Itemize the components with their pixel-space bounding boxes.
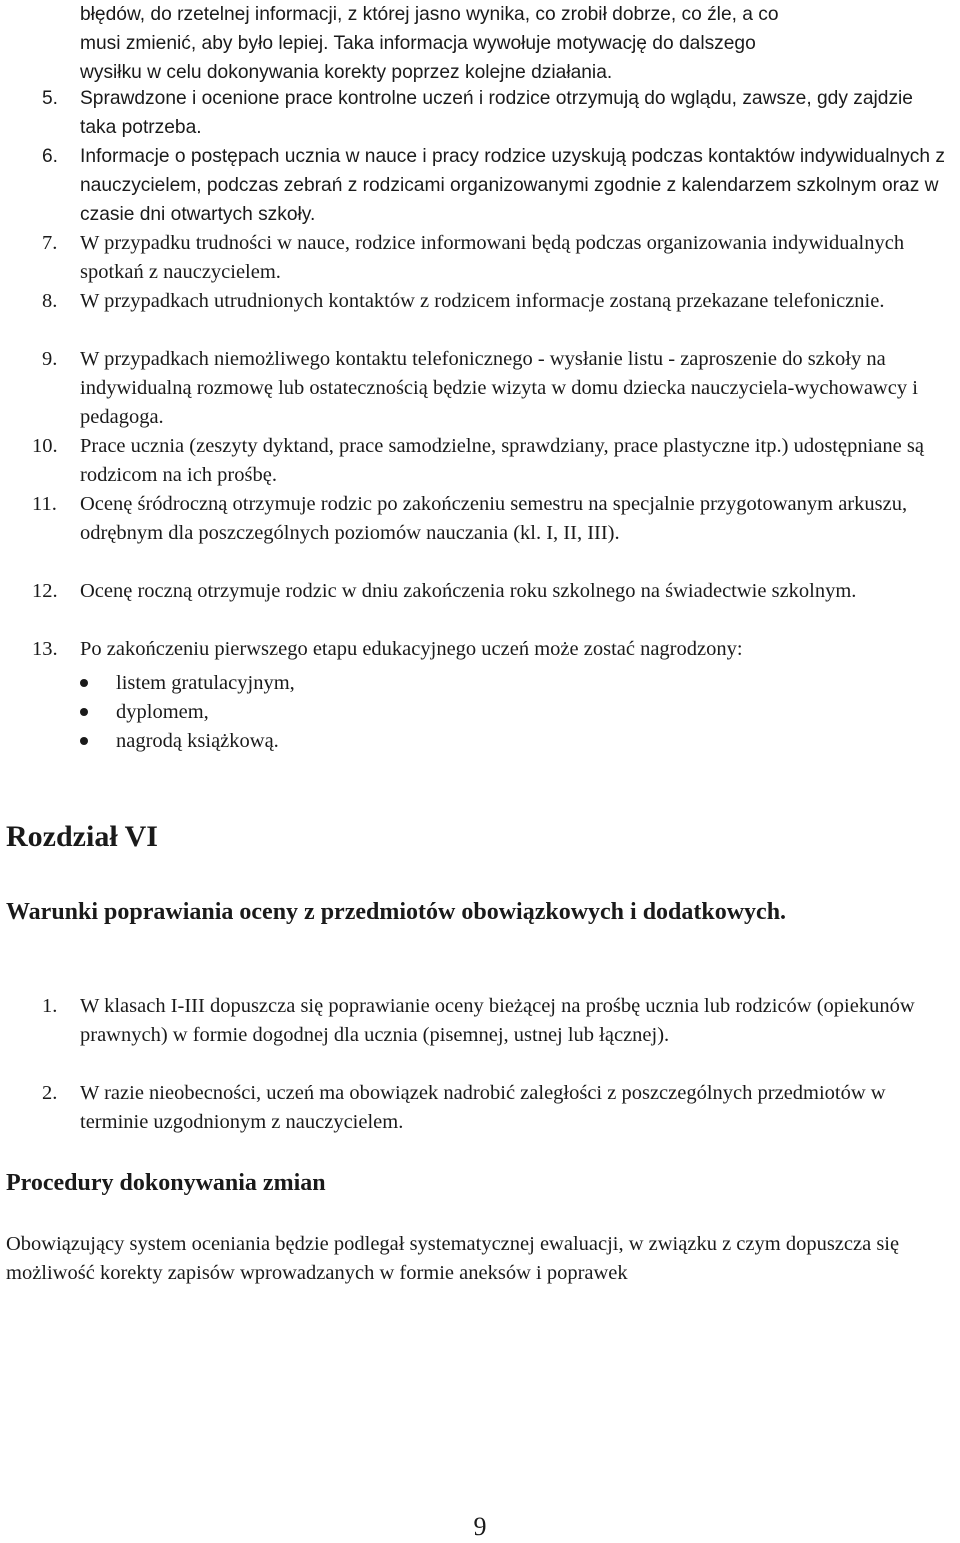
list-item — [0, 345, 960, 432]
item-text: W przypadku trudności w nauce, rodzice informowani będą podczas organizowania indywidualnych spotkań z nauczycielem. — [80, 232, 905, 283]
list-item — [0, 577, 960, 635]
list-item — [0, 490, 960, 577]
item-number: 5. — [42, 88, 59, 109]
continuation-line: musi zmienić, aby było lepiej. Taka informacja wywołuje motywację do dalszego — [80, 33, 756, 54]
award-item — [0, 698, 960, 727]
section-item — [0, 1079, 960, 1137]
section-title: Warunki poprawiania oceny z przedmiotów obowiązkowych i dodatkowych. — [6, 899, 787, 925]
section-item — [0, 992, 960, 1079]
item-text: W klasach I-III dopuszcza się poprawianie oceny bieżącej na prośbę ucznia lub rodziców (opiekunów prawnych) w formie dogodnej dla ucznia (pisemnej, ustnej lub łącznej). — [80, 995, 915, 1046]
item-number: 9. — [42, 348, 58, 370]
item-text: Po zakończeniu pierwszego etapu edukacyjnego uczeń może zostać nagrodzony: — [80, 638, 743, 660]
item-number: 8. — [42, 290, 58, 312]
section-list — [0, 992, 960, 1137]
continuation-line: błędów, do rzetelnej informacji, z której jasno wynika, co zrobił dobrze, co źle, a co — [80, 4, 779, 25]
award-text: nagrodą książkową. — [116, 730, 279, 752]
item-text: Informacje o postępach ucznia w nauce i pracy rodzice uzyskują podczas kontaktów indywidualnych z nauczycielem, podczas zebrań z rodzicami organizowanymi zgodnie z kalendarzem szkolnym oraz w czasie dni otwartych szkoły. — [80, 146, 945, 225]
bullet-icon — [80, 679, 88, 687]
item-number: 7. — [42, 232, 58, 254]
list-item — [0, 229, 960, 287]
award-text: dyplomem, — [116, 701, 209, 723]
item-number: 10. — [32, 435, 58, 457]
item-text: Ocenę roczną otrzymuje rodzic w dniu zakończenia roku szkolnego na świadectwie szkolnym. — [80, 580, 857, 602]
item-text: W przypadkach niemożliwego kontaktu telefonicznego - wysłanie listu - zaproszenie do szkoły na indywidualną rozmowę lub ostatecznością będzie wizyta w domu dziecka nauczyciela-wychowawcy i pedagoga. — [80, 348, 918, 428]
page-number: 9 — [473, 1512, 487, 1541]
numbered-list — [0, 84, 960, 664]
item-number: 13. — [32, 638, 58, 660]
item-text: W przypadkach utrudnionych kontaktów z rodzicem informacje zostaną przekazane telefonicznie. — [80, 290, 885, 312]
item-number: 6. — [42, 146, 59, 167]
item-number: 12. — [32, 580, 58, 602]
list-item — [0, 432, 960, 490]
intro-continuation — [0, 0, 960, 87]
awards-list — [0, 669, 960, 756]
list-item — [0, 635, 960, 664]
item-text: Ocenę śródroczną otrzymuje rodzic po zakończeniu semestru na specjalnie przygotowanym arkuszu, odrębnym dla poszczególnych poziomów nauczania (kl. I, II, III). — [80, 493, 908, 544]
list-item — [0, 84, 960, 142]
item-number: 1. — [42, 995, 58, 1017]
item-number: 2. — [42, 1082, 58, 1104]
award-text: listem gratulacyjnym, — [116, 672, 295, 694]
item-text: Sprawdzone i ocenione prace kontrolne uczeń i rodzice otrzymują do wglądu, zawsze, gdy zajdzie taka potrzeba. — [80, 88, 913, 138]
bullet-icon — [80, 737, 88, 745]
procedures-paragraph: Obowiązujący system oceniania będzie podlegał systematycznej ewaluacji, w związku z czym dopuszcza się możliwość korekty zapisów wprowadzanych w formie aneksów i poprawek — [6, 1233, 900, 1284]
item-text: W razie nieobecności, uczeń ma obowiązek nadrobić zaległości z poszczególnych przedmiotów w terminie uzgodnionym z nauczycielem. — [80, 1082, 886, 1133]
procedures-title: Procedury dokonywania zmian — [6, 1170, 326, 1196]
item-text: Prace ucznia (zeszyty dyktand, prace samodzielne, sprawdziany, prace plastyczne itp.) udostępniane są rodzicom na ich prośbę. — [80, 435, 924, 486]
list-item — [0, 142, 960, 229]
item-number: 11. — [32, 493, 57, 515]
award-item — [0, 669, 960, 698]
chapter-title: Rozdział VI — [6, 820, 158, 853]
award-item — [0, 727, 960, 756]
list-item — [0, 287, 960, 345]
continuation-line: wysiłku w celu dokonywania korekty poprzez kolejne działania. — [80, 62, 613, 83]
continuation-text — [0, 0, 960, 87]
bullet-icon — [80, 708, 88, 716]
